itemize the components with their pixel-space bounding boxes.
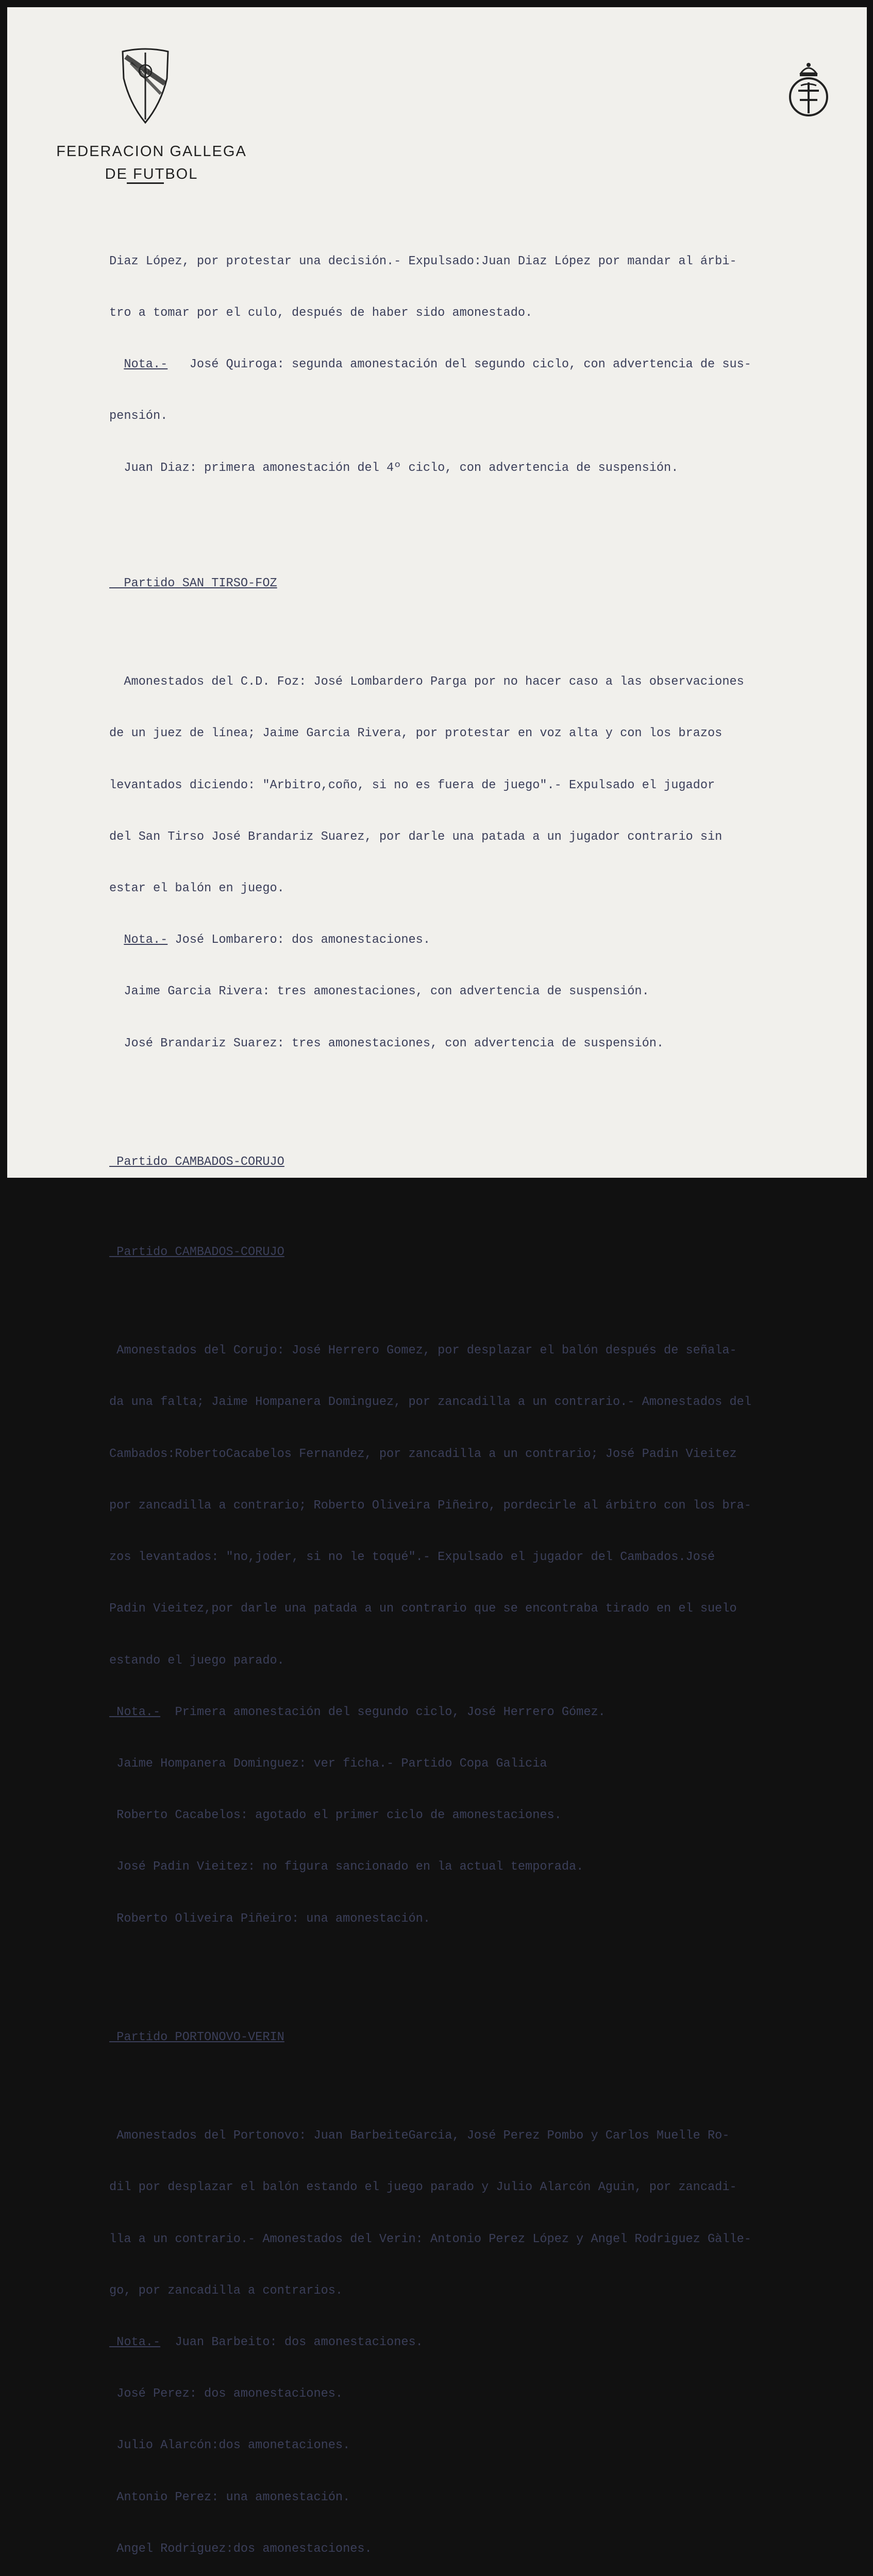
text-line: estar el balón en juego. xyxy=(109,882,284,896)
binding-mark xyxy=(0,608,7,629)
svg-text:FGF: FGF xyxy=(139,67,152,75)
header-divider xyxy=(127,182,164,184)
text-line: Roberto Oliveira Piñeiro: una amonestación. xyxy=(109,1911,430,1926)
match-heading-cambados-corujo-repeat: Partido CAMBADOS-CORUJO xyxy=(109,1245,284,1260)
note-label: Nota.- xyxy=(109,1705,161,1719)
note-label: Nota.- xyxy=(109,2335,161,2349)
text-line: dil por desplazar el balón estando el juego parado y Julio Alarcón Aguin, por zancadi- xyxy=(109,2180,737,2195)
text-line: lla a un contrario.- Amonestados del Verin: Antonio Perez López y Angel Rodriguez Gàlle- xyxy=(109,2232,751,2246)
text-line: por zancadilla a contrario; Roberto Oliveira Piñeiro, pordecirle al árbitro con los bra- xyxy=(109,1498,751,1513)
text-line: del San Tirso José Brandariz Suarez, por darle una patada a un jugador contrario sin xyxy=(109,829,723,844)
binding-mark xyxy=(0,41,7,72)
federation-shield-logo xyxy=(120,47,171,125)
federation-name-line2: DE FUTBOL xyxy=(105,166,198,182)
text-line: go, por zancadilla a contrarios. xyxy=(109,2283,343,2298)
note-line: Nota.- José Lombarero: dos amonestaciones. xyxy=(124,933,430,947)
note-line: Nota.- José Quiroga: segunda amonestación del segundo ciclo, con advertencia de sus- xyxy=(124,358,751,372)
federation-name xyxy=(43,140,260,185)
text-line: tro a tomar por el culo, después de haber sido amonestado. xyxy=(109,306,533,320)
document-page xyxy=(7,7,867,2556)
text-line: Padin Vieitez,por darle una patada a un contrario que se encontraba tirado en el suelo xyxy=(109,1602,737,1616)
text-line: estando el juego parado. xyxy=(109,1653,284,1668)
text-line: Roberto Cacabelos: agotado el primer ciclo de amonestaciones. xyxy=(109,1808,562,1823)
text-line: Amonestados del Portonovo: Juan BarbeiteGarcia, José Perez Pombo y Carlos Muelle Ro- xyxy=(109,2129,730,2143)
binding-mark xyxy=(0,938,7,958)
text-line: da una falta; Jaime Hompanera Dominguez, por zancadilla a un contrario.- Amonestados del xyxy=(109,1395,751,1410)
text-line: Angel Rodriguez:dos amonestaciones. xyxy=(109,2541,372,2556)
text-line: Amonestados del C.D. Foz: José Lombardero Parga por no hacer caso a las observaciones xyxy=(109,675,744,689)
text-line: Jaime Garcia Rivera: tres amonestaciones, con advertencia de suspensión. xyxy=(109,985,649,999)
note-label: Nota.- xyxy=(124,933,168,947)
text-line: Diaz López, por protestar una decisión.- Expulsado:Juan Diaz López por mandar al árbi- xyxy=(109,254,737,268)
note-line: Nota.- Juan Barbeito: dos amonestaciones. xyxy=(109,2335,423,2349)
royal-federation-crest-logo xyxy=(785,60,832,122)
report-body xyxy=(109,218,867,2576)
text-line: levantados diciendo: "Arbitro,coño, si no es fuera de juego".- Expulsado el jugador xyxy=(109,778,715,792)
note-line: Nota.- Primera amonestación del segundo ciclo, José Herrero Gómez. xyxy=(109,1705,606,1719)
text-line: zos levantados: "no,joder, si no le toqué".- Expulsado el jugador del Cambados.José xyxy=(109,1550,715,1565)
note-label: Nota.- xyxy=(124,358,168,372)
text-line: Cambados:RobertoCacabelos Fernandez, por zancadilla a un contrario; José Padin Vieitez xyxy=(109,1447,737,1461)
text-line: Amonestados del Corujo: José Herrero Gomez, por desplazar el balón después de señala- xyxy=(109,1344,737,1358)
match-heading-cambados-corujo: Partido CAMBADOS-CORUJO xyxy=(109,1155,284,1170)
match-heading-san-tirso-foz: Partido SAN TIRSO-FOZ xyxy=(109,577,277,591)
text-line: Julio Alarcón:dos amonetaciones. xyxy=(109,2438,350,2453)
binding-mark xyxy=(0,227,7,247)
text-line: de un juez de línea; Jaime Garcia Rivera, por protestar en voz alta y con los brazos xyxy=(109,726,723,741)
match-heading-portonovo-verin: Partido PORTONOVO-VERIN xyxy=(109,2030,284,2045)
text-line: Juan Diaz: primera amonestación del 4º ciclo, con advertencia de suspensión. xyxy=(109,461,679,475)
text-line: José Perez: dos amonestaciones. xyxy=(109,2387,343,2401)
text-line: José Padin Vieitez: no figura sancionado en la actual temporada. xyxy=(109,1860,584,1874)
text-line: José Brandariz Suarez: tres amonestaciones, con advertencia de suspensión. xyxy=(109,1036,664,1050)
text-line: pensión. xyxy=(109,409,168,423)
text-line: Antonio Perez: una amonestación. xyxy=(109,2490,350,2504)
federation-name-line1: FEDERACION GALLEGA xyxy=(56,143,247,160)
text-line: Jaime Hompanera Dominguez: ver ficha.- Partido Copa Galicia xyxy=(109,1756,547,1771)
